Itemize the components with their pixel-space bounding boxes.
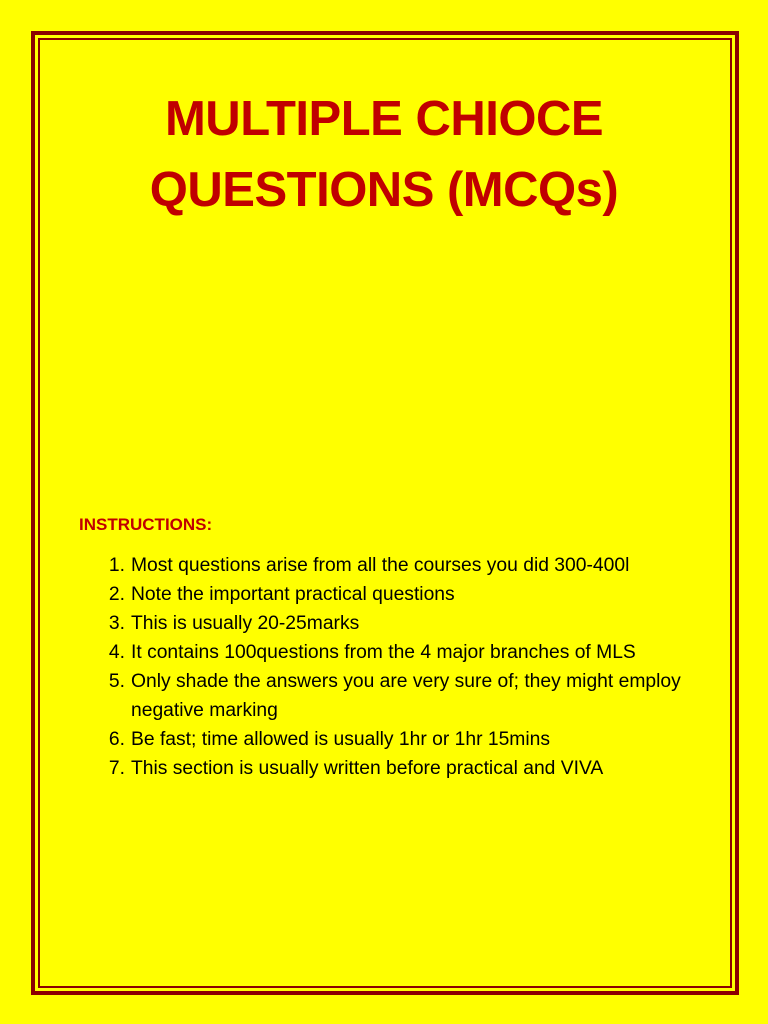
- list-item: [79, 609, 699, 638]
- list-item-number: 7.: [108, 758, 125, 779]
- list-item-text: Note the important practical questions: [131, 584, 455, 605]
- list-item-text: Only shade the answers you are very sure of; they might employ negative marking: [131, 671, 681, 721]
- list-item-number: 1.: [108, 555, 125, 576]
- instructions-heading: INSTRUCTIONS:: [79, 515, 213, 534]
- list-item-text: It contains 100questions from the 4 major branches of MLS: [131, 642, 636, 663]
- list-item: [79, 580, 699, 609]
- title-line-2: QUESTIONS (MCQs): [149, 163, 619, 217]
- list-item-number: 5.: [108, 671, 125, 692]
- list-item-text: This section is usually written before practical and VIVA: [131, 758, 604, 779]
- list-item: [79, 754, 699, 783]
- title-line-1: MULTIPLE CHIOCE: [164, 92, 604, 146]
- list-item: [79, 725, 699, 754]
- list-item: [79, 638, 699, 667]
- instructions-list: [79, 551, 699, 783]
- list-item: [79, 667, 699, 725]
- list-item: [79, 551, 699, 580]
- list-item-text: Be fast; time allowed is usually 1hr or 1hr 15mins: [131, 729, 551, 750]
- list-item-number: 4.: [108, 642, 125, 663]
- list-item-number: 3.: [108, 613, 125, 634]
- list-item-number: 6.: [108, 729, 125, 750]
- list-item-text: This is usually 20-25marks: [131, 613, 360, 634]
- list-item-text: Most questions arise from all the courses you did 300-400l: [131, 555, 630, 576]
- list-item-number: 2.: [108, 584, 125, 605]
- page-title: [40, 84, 728, 226]
